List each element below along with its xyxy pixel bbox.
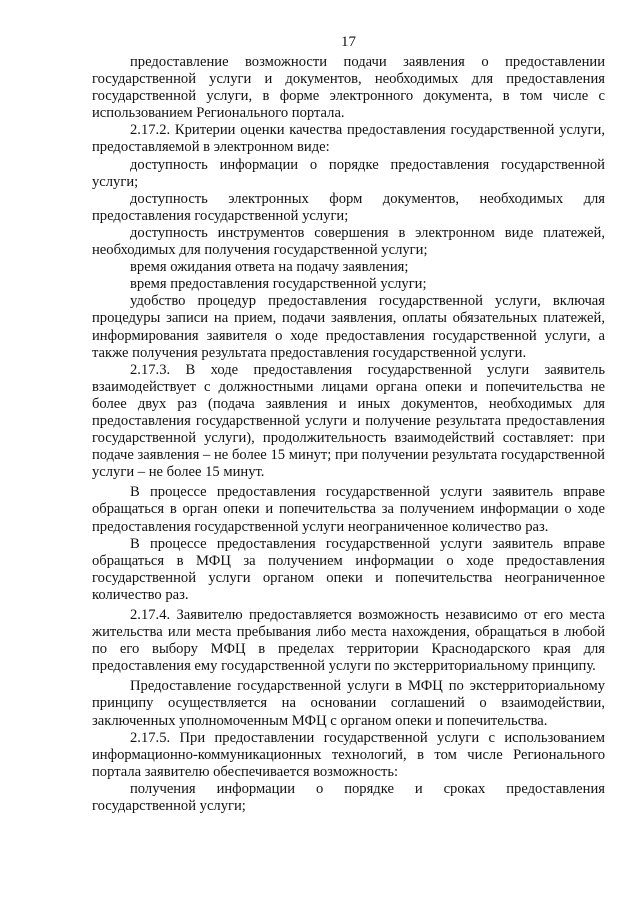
paragraph: 2.17.4. Заявителю предоставляется возможность независимо от его места жительства или места пребывания либо места нахождения, обращаться в любой по его выбору МФЦ в пределах территории Краснодарского края для предоставления ему государственной услуги по экстерриториальному принципу. (92, 607, 605, 675)
paragraph: доступность инструментов совершения в электронном виде платежей, необходимых для получения государственной услуги; (92, 224, 605, 259)
paragraph: 2.17.2. Критерии оценки качества предоставления государственной услуги, предоставляемой в электронном виде: (92, 122, 605, 156)
paragraph: В процессе предоставления государственной услуги заявитель вправе обращаться в орган опеки и попечительства за получением информации о ходе предоставления государственной услуги неограниченное количество раз. (92, 484, 605, 535)
page-number: 17 (341, 34, 356, 50)
paragraph: Предоставление государственной услуги в МФЦ по экстерриториальному принципу осуществляется на основании соглашений о взаимодействии, заключенных уполномоченным МФЦ с органом опеки и попечительства. (92, 678, 605, 729)
paragraph: доступность электронных форм документов, необходимых для предоставления государственной услуги; (92, 190, 605, 224)
paragraph: удобство процедур предоставления государственной услуги, включая процедуры записи на прием, подачи заявления, оплаты обязательных платежей, информирования заявителя о ходе предоставления государственной услуги, а также получения результата предоставления государственной услуги. (92, 293, 605, 361)
paragraph: время ожидания ответа на подачу заявления; (130, 259, 409, 276)
paragraph: 2.17.3. В ходе предоставления государственной услуги заявитель взаимодействует с должностными лицами органа опеки и попечительства не более двух раз (подача заявления и иных документов, необходимых для предоставления государственной услуги и получение результата предоставления государственной услуги), продолжительность взаимодействий составляет: при подаче заявления – не более 15 минут; при получении результата государственной услуги – не более 15 минут. (92, 361, 605, 481)
document-body (92, 54, 605, 815)
paragraph: время предоставления государственной услуги; (130, 276, 427, 293)
paragraph: 2.17.5. При предоставлении государственной услуги с использованием информационно-коммуникационных технологий, в том числе Регионального портала заявителю обеспечивается возможность: (92, 729, 605, 780)
paragraph: получения информации о порядке и сроках предоставления государственной услуги; (92, 780, 605, 815)
paragraph: доступность информации о порядке предоставления государственной услуги; (92, 156, 605, 190)
paragraph: В процессе предоставления государственной услуги заявитель вправе обращаться в МФЦ за получением информации о ходе предоставления государственной услуги органом опеки и попечительства неограниченное количество раз. (92, 535, 605, 603)
paragraph: предоставление возможности подачи заявления о предоставлении государственной услуги и документов, необходимых для предоставления государственной услуги, в форме электронного документа, в том числе с использованием Регионального портала. (92, 54, 605, 122)
